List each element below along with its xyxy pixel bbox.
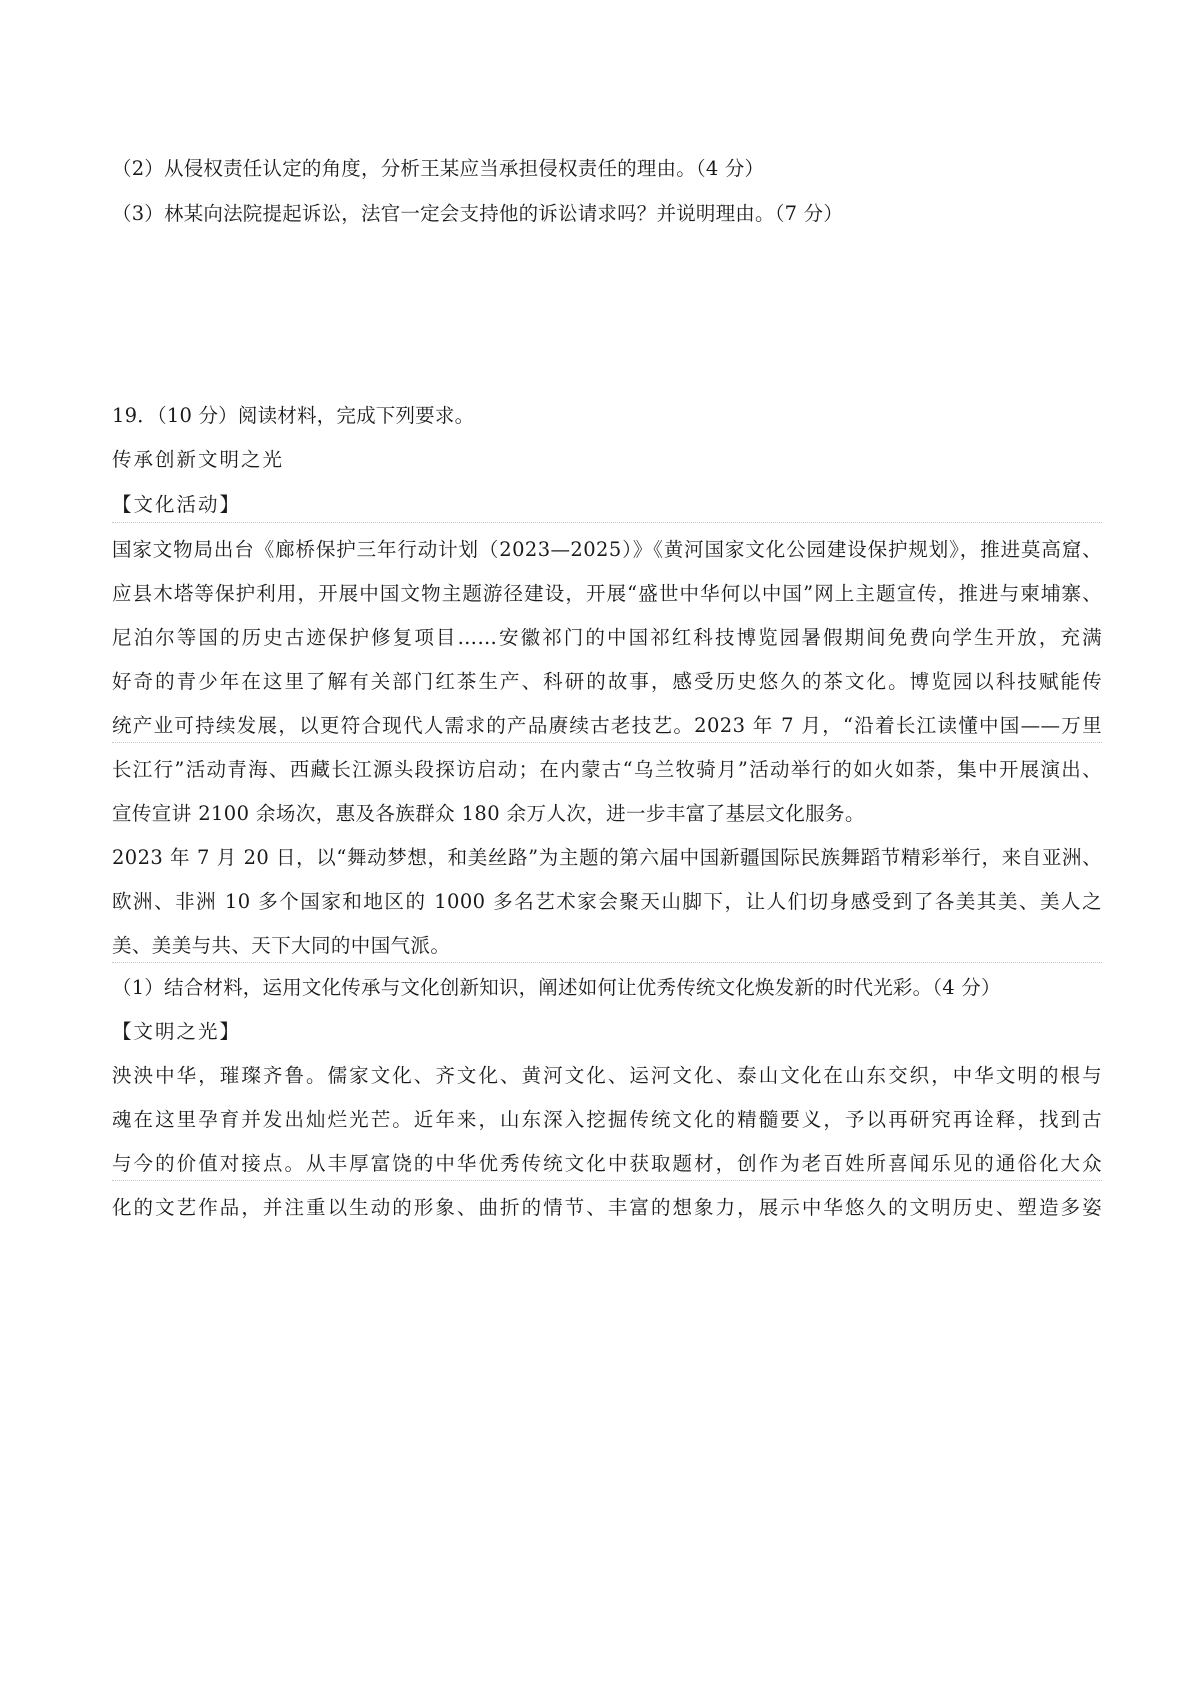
section-title-civilization: 【文明之光】 (112, 1020, 242, 1043)
q19-heading: 19．（10 分）阅读材料，完成下列要求。 (112, 404, 475, 427)
dotted-divider (112, 962, 1102, 963)
para1-line-4: 好奇的青少年在这里了解有关部门红茶生产、科研的故事，感受历史悠久的茶文化。博览园以科技赋能传 (112, 670, 1102, 693)
para3-line-1: 泱泱中华，璀璨齐鲁。儒家文化、齐文化、黄河文化、运河文化、泰山文化在山东交织，中华文明的根与 (112, 1064, 1102, 1087)
section-title-culture-activities: 【文化活动】 (112, 493, 242, 516)
para3-line-2: 魂在这里孕育并发出灿烂光芒。近年来，山东深入挖掘传统文化的精髓要义，予以再研究再诠释，找到古 (112, 1108, 1102, 1131)
para2-line-3: 美、美美与共、天下大同的中国气派。 (112, 934, 451, 957)
para3-line-3: 与今的价值对接点。从丰厚富饶的中华优秀传统文化中获取题材，创作为老百姓所喜闻乐见的通俗化大众 (112, 1152, 1102, 1175)
q19-question-1: （1）结合材料，运用文化传承与文化创新知识，阐述如何让优秀传统文化焕发新的时代光彩。（4 分） (112, 976, 1001, 999)
para2-line-2: 欧洲、非洲 10 多个国家和地区的 1000 多名艺术家会聚天山脚下，让人们切身感受到了各美其美、美人之 (112, 890, 1102, 913)
para1-line-7: 宣传宣讲 2100 余场次，惠及各族群众 180 余万人次，进一步丰富了基层文化服务。 (112, 802, 865, 825)
q18-part2: （2）从侵权责任认定的角度，分析王某应当承担侵权责任的理由。（4 分） (112, 157, 765, 180)
dotted-divider (112, 742, 1102, 743)
para1-line-6: 长江行”活动青海、西藏长江源头段探访启动；在内蒙古“乌兰牧骑月”活动举行的如火如荼，集中开展演出、 (112, 758, 1102, 781)
dotted-divider (112, 522, 1102, 523)
para3-line-4: 化的文艺作品，并注重以生动的形象、曲折的情节、丰富的想象力，展示中华悠久的文明历史、塑造多姿 (112, 1196, 1102, 1219)
para1-line-3: 尼泊尔等国的历史古迹保护修复项目……安徽祁门的中国祁红科技博览园暑假期间免费向学生开放，充满 (112, 626, 1102, 649)
q18-part3: （3）林某向法院提起诉讼，法官一定会支持他的诉讼请求吗？并说明理由。（7 分） (112, 202, 844, 225)
para1-line-2: 应县木塔等保护利用，开展中国文物主题游径建设，开展“盛世中华何以中国”网上主题宣传，推进与柬埔寨、 (112, 582, 1102, 605)
para1-line-5: 统产业可持续发展，以更符合现代人需求的产品赓续古老技艺。2023 年 7 月，“沿着长江读懂中国——万里 (112, 714, 1102, 737)
q19-theme: 传承创新文明之光 (112, 448, 285, 471)
para1-line-1: 国家文物局出台《廊桥保护三年行动计划（2023—2025）》《黄河国家文化公园建设保护规划》，推进莫高窟、 (112, 538, 1102, 561)
para2-line-1: 2023 年 7 月 20 日，以“舞动梦想，和美丝路”为主题的第六届中国新疆国际民族舞蹈节精彩举行，来自亚洲、 (112, 846, 1102, 869)
dotted-divider (112, 1180, 1102, 1181)
